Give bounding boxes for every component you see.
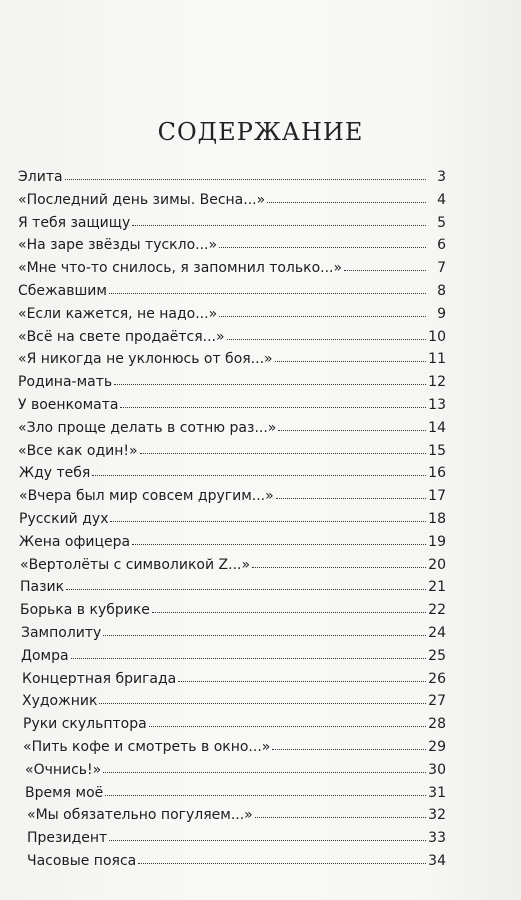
toc-page-number: 22	[428, 602, 446, 619]
toc-entry	[18, 394, 446, 417]
toc-entry	[18, 485, 446, 508]
dot-leader	[255, 804, 426, 818]
dot-leader	[219, 234, 426, 248]
toc-page-number: 20	[428, 556, 446, 573]
toc-entry	[18, 212, 446, 235]
dot-leader	[219, 303, 426, 317]
toc-page-number: 11	[428, 351, 446, 368]
toc-entry-title: «Пить кофе и смотреть в окно...»	[23, 738, 271, 755]
toc-entry-title: Президент	[27, 830, 108, 847]
toc-entry-title: Руки скульптора	[23, 716, 147, 733]
toc-entry	[18, 645, 446, 668]
toc-entry-title: «Если кажется, не надо...»	[18, 305, 218, 322]
toc-entry-title: Борька в кубрике	[20, 602, 150, 619]
toc-entry-title: Домра	[21, 647, 69, 664]
toc-page-number: 19	[428, 533, 446, 550]
toc-entry-title: Сбежавшим	[18, 282, 107, 299]
dot-leader	[71, 645, 426, 659]
toc-entry	[18, 759, 446, 782]
toc-entry	[18, 417, 446, 440]
dot-leader	[132, 531, 426, 545]
dot-leader	[66, 576, 426, 590]
toc-page-number: 25	[428, 647, 446, 664]
toc-page-number: 18	[428, 510, 446, 527]
toc-page-number: 15	[428, 442, 446, 459]
toc-entry	[18, 280, 446, 303]
toc-page-number: 17	[428, 488, 446, 505]
toc-entry	[18, 508, 446, 531]
dot-leader	[92, 462, 426, 476]
toc-entry-title: У военкомата	[18, 396, 119, 413]
toc-page-number: 12	[428, 374, 446, 391]
toc-page-number: 31	[428, 784, 446, 801]
toc-page-number: 30	[428, 761, 446, 778]
toc-entry-title: «Зло проще делать в сотню раз...»	[18, 419, 277, 436]
page-title: СОДЕРЖАНИЕ	[157, 118, 364, 146]
toc-entry	[18, 599, 446, 622]
toc-entry	[18, 326, 446, 349]
toc-entry-title: Русский дух	[19, 510, 109, 527]
dot-leader	[152, 599, 426, 613]
dot-leader	[103, 622, 426, 636]
toc-entry	[18, 576, 446, 599]
dot-leader	[99, 690, 426, 704]
toc-page-number: 28	[428, 716, 446, 733]
toc-entry-title: Элита	[18, 169, 63, 185]
dot-leader	[275, 348, 426, 362]
dot-leader	[65, 166, 426, 180]
dot-leader	[278, 417, 426, 431]
toc-page-number: 27	[428, 693, 446, 710]
dot-leader	[138, 850, 426, 864]
dot-leader	[227, 326, 426, 340]
toc-page-number: 13	[428, 396, 446, 413]
toc-entry	[18, 827, 446, 850]
toc-entry	[18, 166, 446, 189]
toc-entry-title: «Очнись!»	[25, 761, 102, 778]
toc-entry-title: «Мы обязательно погуляем...»	[27, 807, 253, 824]
dot-leader	[114, 371, 426, 385]
toc-entry-title: Я тебя защищу	[18, 214, 131, 231]
toc-entry	[18, 531, 446, 554]
toc-entry-title: Пазик	[20, 579, 65, 596]
toc-entry-title: Художник	[22, 693, 98, 710]
toc-entry	[18, 257, 446, 280]
dot-leader	[109, 827, 426, 841]
toc-entry-title: «Вертолёты с символикой Z...»	[20, 556, 251, 573]
toc-entry-title: «Всё на свете продаётся...»	[18, 328, 225, 345]
dot-leader	[103, 759, 426, 773]
toc-entry	[18, 348, 446, 371]
toc-page-number: 24	[428, 624, 446, 641]
toc-entry	[18, 189, 446, 212]
toc-entry-title: Жду тебя	[19, 465, 91, 482]
toc-entry-title: Часовые пояса	[27, 852, 137, 869]
toc-entry-title: Замполиту	[21, 624, 102, 641]
dot-leader	[110, 508, 426, 522]
toc-entry	[18, 782, 446, 805]
toc-page-number: 6	[437, 237, 446, 254]
toc-entry	[18, 804, 446, 827]
toc-page-number: 21	[428, 579, 446, 596]
toc-entry	[18, 462, 446, 485]
toc-page-number: 16	[428, 465, 446, 482]
toc-entry	[18, 850, 446, 873]
dot-leader	[120, 394, 426, 408]
toc-entry-title: Концертная бригада	[22, 670, 177, 687]
toc-entry	[18, 371, 446, 394]
toc-page-number: 4	[437, 191, 446, 208]
dot-leader	[272, 736, 426, 750]
toc-page-number: 32	[428, 807, 446, 824]
toc-entry	[18, 303, 446, 326]
toc-page-number: 3	[437, 169, 446, 185]
toc-entry	[18, 668, 446, 691]
toc-page-number: 34	[428, 852, 446, 869]
toc-page-number: 9	[437, 305, 446, 322]
toc-entry-title: «На заре звёзды тускло...»	[18, 237, 218, 254]
dot-leader	[105, 782, 426, 796]
toc-entry-title: Родина-мать	[18, 374, 113, 391]
toc-entry	[18, 713, 446, 736]
toc-entry	[18, 440, 446, 463]
toc-page-number: 10	[428, 328, 446, 345]
dot-leader	[267, 189, 426, 203]
table-of-contents	[18, 166, 446, 873]
toc-entry	[18, 690, 446, 713]
dot-leader	[149, 713, 426, 727]
toc-page-number: 8	[437, 282, 446, 299]
toc-page-number: 5	[437, 214, 446, 231]
dot-leader	[109, 280, 426, 294]
dot-leader	[140, 440, 426, 454]
dot-leader	[252, 554, 426, 568]
dot-leader	[132, 212, 426, 226]
toc-page-number: 14	[428, 419, 446, 436]
toc-entry-title: «Я никогда не уклонюсь от боя...»	[18, 351, 273, 368]
toc-entry	[18, 554, 446, 577]
toc-entry-title: «Вчера был мир совсем другим...»	[19, 488, 274, 505]
toc-entry	[18, 622, 446, 645]
dot-leader	[344, 257, 426, 271]
toc-entry-title: «Все как один!»	[18, 442, 138, 459]
toc-page-number: 33	[428, 830, 446, 847]
toc-entry-title: «Мне что-то снилось, я запомнил только...»	[18, 260, 343, 277]
toc-entry-title: Время моё	[25, 784, 104, 801]
toc-entry-title: Жена офицера	[19, 533, 131, 550]
dot-leader	[276, 485, 426, 499]
toc-page-number: 29	[428, 738, 446, 755]
dot-leader	[178, 668, 426, 682]
toc-entry-title: «Последний день зимы. Весна...»	[18, 191, 266, 208]
toc-entry	[18, 234, 446, 257]
toc-page-number: 26	[428, 670, 446, 687]
toc-page-number: 7	[437, 260, 446, 277]
toc-entry	[18, 736, 446, 759]
